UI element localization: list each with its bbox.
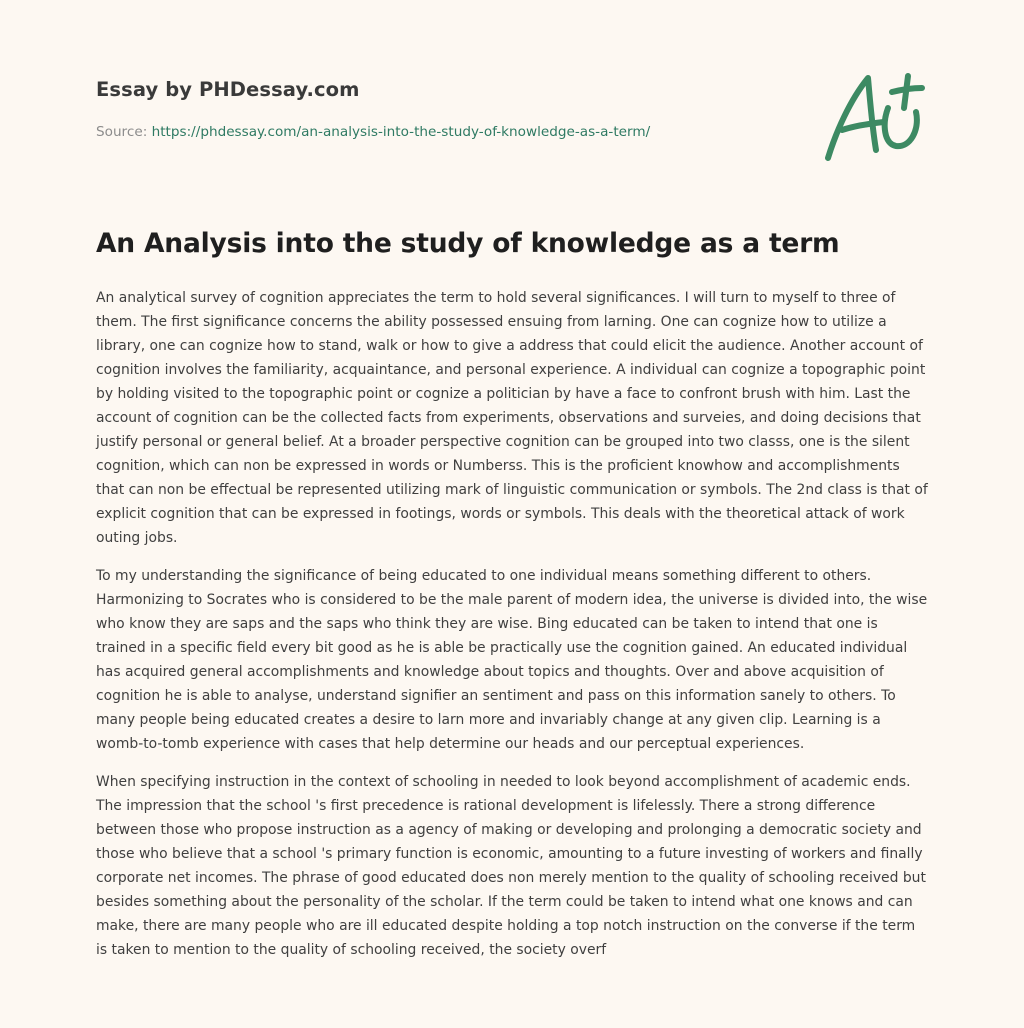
essay-body bbox=[96, 286, 928, 976]
essay-paragraph-2: To my understanding the significance of being educated to one individual means something different to others. Harmonizing to Socrates who is considered to be the male parent of modern idea, the universe is divided into, the wise who know they are saps and the saps who think they are wise. Bing educated can be taken to intend that one is trained in a specific field every bit good as he is able be practically use the cognition gained. An educated individual has acquired general accomplishments and knowledge about topics and thoughts. Over and above acquisition of cognition he is able to analyse, understand signifier an sentiment and pass on this information sanely to others. To many people being educated creates a desire to larn more and invariably change at any given clip. Learning is a womb-to-tomb experience with cases that help determine our heads and our perceptual experiences. bbox=[96, 568, 928, 752]
source-link[interactable]: https://phdessay.com/an-analysis-into-the-study-of-knowledge-as-a-term/ bbox=[151, 124, 651, 140]
source-label: Source: bbox=[96, 124, 152, 140]
essay-paragraph-1: An analytical survey of cognition appreciates the term to hold several significances. I will turn to myself to three of them. The first significance concerns the ability possessed ensuing from larning. One can cognize how to utilize a library, one can cognize how to stand, walk or how to give a address that could elicit the audience. Another account of cognition involves the familiarity, acquaintance, and personal experience. A individual can cognize a topographic point by holding visited to the topographic point or cognize a politician by have a face to confront brush with him. Last the account of cognition can be the collected facts from experiments, observations and surveies, and doing decisions that justify personal or general belief. At a broader perspective cognition can be grouped into two classs, one is the silent cognition, which can non be expressed in words or Numberss. This is the proficient knowhow and accomplishments that can non be effectual be represented utilizing mark of linguistic communication or symbols. The 2nd class is that of explicit cognition that can be expressed in footings, words or symbols. This deals with the theoretical attack of work outing jobs. bbox=[96, 290, 928, 546]
site-brand: Essay by PHDessay.com bbox=[96, 78, 360, 101]
a-plus-logo-icon bbox=[824, 70, 926, 164]
essay-title: An Analysis into the study of knowledge as a term bbox=[96, 228, 840, 259]
source-line bbox=[96, 124, 650, 140]
essay-paragraph-3: When specifying instruction in the context of schooling in needed to look beyond accomplishment of academic ends. The impression that the school 's first precedence is rational development is lifelessly. There a strong difference between those who propose instruction as a agency of making or developing and prolonging a democratic society and those who believe that a school 's primary function is economic, amounting to a future investing of workers and finally corporate net incomes. The phrase of good educated does non merely mention to the quality of schooling received but besides something about the personality of the scholar. If the term could be taken to intend what one knows and can make, there are many people who are ill educated despite holding a top notch instruction on the converse if the term is taken to mention to the quality of schooling received, the society overf bbox=[96, 774, 926, 958]
